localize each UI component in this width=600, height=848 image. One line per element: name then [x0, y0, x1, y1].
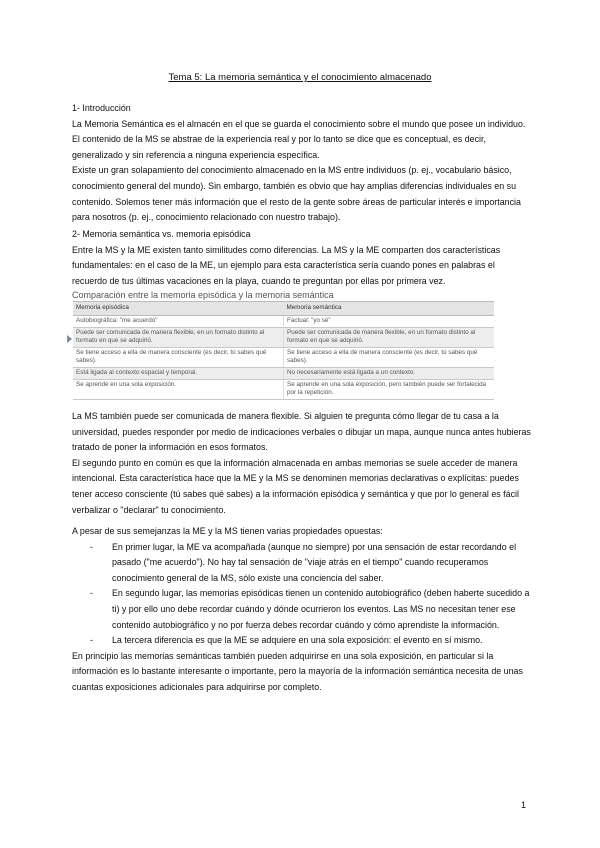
list-item: - La tercera diferencia es que la ME se adquiere en una sola exposición: el evento en sí mismo. [112, 633, 532, 649]
section-differences [72, 524, 532, 696]
table-cell: Se aprende en una sola exposición, pero también puede ser fortalecida por la repetición. [284, 379, 495, 399]
differences-list [72, 540, 532, 649]
table-cell: Se tiene acceso a ella de manera consciente (es decir, tú sabes qué sabes). [73, 347, 284, 367]
paragraph: A pesar de sus semejanzas la ME y la MS tienen varias propiedades opuestas: [72, 526, 383, 536]
document-title: Tema 5: La memoria semántica y el conocimiento almacenado [168, 72, 432, 83]
comparison-table [73, 301, 494, 399]
table-cell: Se aprende en una sola exposición. [73, 379, 284, 399]
table-cell: Factual: "yo sé" [284, 315, 495, 327]
table-row [73, 347, 494, 367]
list-item: - En primer lugar, la ME va acompañada (aunque no siempre) por una sensación de estar recordando el pasado ("me acuerdo"). No hay tal sensación de "viaje atrás en el tiempo" cuando recuperamos conocimiento general de la MS, sólo existe una conciencia del saber. [112, 540, 532, 587]
table-row [73, 315, 494, 327]
paragraph: En principio las memorias semánticas también pueden adquirirse en una sola exposición, en particular si la información es lo bastante interesante o importante, pero la mayoría de la información semántica necesita de unas cuantas exposiciones adicionales para adquirirse por completo. [72, 650, 523, 692]
table-cell: Autobiográfica: "me acuerdo" [73, 315, 284, 327]
table-header: Memoria semántica [284, 302, 495, 316]
table-row [73, 367, 494, 379]
list-item: - En segundo lugar, las memorias episódicas tienen un contenido autobiográfico (deben haberte sucedido a ti) y por ello uno debe recordar cuándo y dónde ocurrieron los eventos. Las MS no necesitan tener ese contenido autobiográfico y no por fuerza debes recordar cuándo y cómo aprendiste la información. [112, 586, 532, 633]
table-cell: Está ligada al contexto espacial y temporal. [73, 367, 284, 379]
section-similarities [72, 409, 532, 518]
section-introduction [72, 101, 532, 226]
arrow-marker-icon [67, 335, 72, 343]
section-comparison [72, 227, 532, 400]
paragraph: Existe un gran solapamiento del conocimiento almacenado en la MS entre individuos (p. ej., vocabulario básico, conocimiento general del mundo). Sin embargo, también es obvio que hay amplias diferencias individuales en su contenido. Solemos tener más información que el resto de la gente sobre áreas de particular interés e importancia para nosotros (p. ej., conocimiento relacionado con nuestro trabajo). [72, 165, 521, 223]
section-heading: 2- Memoria semántica vs. memoria episódica [72, 229, 251, 239]
table-header: Memoria episódica [73, 302, 284, 316]
paragraph: Entre la MS y la ME existen tanto similitudes como diferencias. La MS y la ME comparten dos características fundamentales: en el caso de la ME, un ejemplo para esta característica sería cuando pones en palabras el recuerdo de tus últimas vacaciones en la playa, cuando te preguntan por ellas por primera vez. [72, 244, 501, 286]
paragraph: El segundo punto en común es que la información almacenada en ambas memorias se suele acceder de manera intencional. Esta característica hace que la ME y la MS se denominen memorias declarativas o explícitas: puedes tener acceso consciente (tú sabes qué sabes) a la información episódica y semántica y que por lo general es fácil verbalizar o "declarar" tu conocimiento. [72, 457, 519, 515]
table-header-row [73, 302, 494, 316]
paragraph: La MS también puede ser comunicada de manera flexible. Si alguien te pregunta cómo llegar de tu casa a la universidad, puedes responder por medio de indicaciones verbales o dibujar un mapa, aunque nunca antes hubieras tratado de poner la información en esos formatos. [72, 411, 531, 453]
table-cell: Puede ser comunicada de manera flexible, en un formato distinto al formato en que se adquirió. [73, 327, 284, 347]
table-cell: Puede ser comunicada de manera flexible, en un formato distinto al formato en que se adquirió. [284, 327, 495, 347]
table-caption: Comparación entre la memoria episódica y la memoria semántica [72, 290, 334, 301]
table-cell: No necesariamente está ligada a un contexto. [284, 367, 495, 379]
section-heading: 1- Introducción [72, 103, 131, 113]
paragraph: La Memoria Semántica es el almacén en el que se guarda el conocimiento sobre el mundo que posee un individuo. El contenido de la MS se abstrae de la experiencia real y por lo tanto se dice que es conceptual, es decir, generalizado y sin referencia a ninguna experiencia específica. [72, 118, 526, 160]
table-row [73, 379, 494, 399]
comparison-table-wrapper [73, 301, 532, 399]
table-cell: Se tiene acceso a ella de manera consciente (es decir, tú sabes qué sabes). [284, 347, 495, 367]
page-number: 1 [521, 800, 527, 810]
table-row [73, 327, 494, 347]
